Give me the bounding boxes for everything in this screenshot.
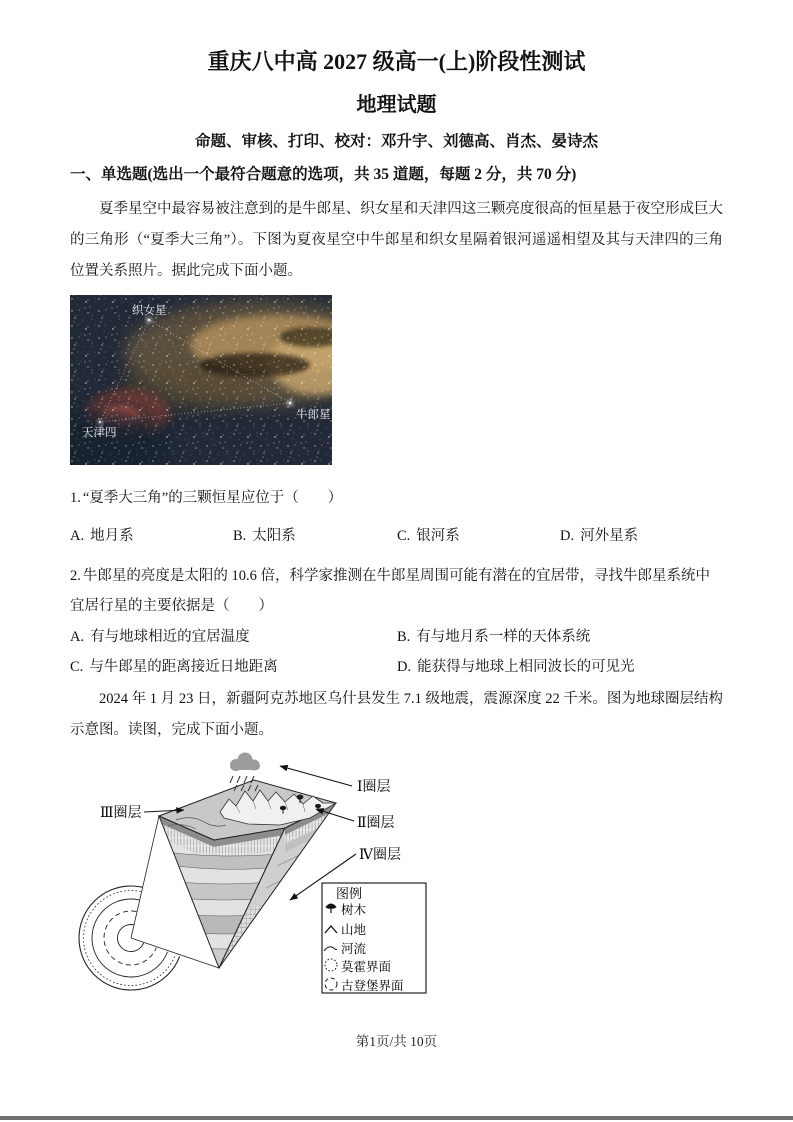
legend-river-label: 河流 (341, 942, 367, 956)
option-1d-label: D. (560, 528, 575, 544)
option-1a-text: 地月系 (90, 528, 134, 544)
section-heading: 一、单选题(选出一个最符合题意的选项，共 35 道题，每题 2 分，共 70 分) (70, 166, 577, 183)
option-2c-text: 与牛郎星的距离接近日地距离 (89, 659, 278, 675)
question-1 (70, 483, 723, 513)
option-1b-text: 太阳系 (252, 528, 296, 544)
altair-label: 牛郎星 (296, 409, 331, 421)
earth-layers-diagram (64, 750, 429, 1020)
legend-tree-label: 树木 (341, 903, 367, 917)
earth-layers-figure (64, 750, 723, 1020)
starfield-2 (70, 295, 332, 465)
page-title: 重庆八中高 2027 级高一(上)阶段性测试 (207, 49, 586, 74)
legend-mountain-label: 山地 (341, 923, 367, 937)
option-2b-text: 有与地月系一样的天体系统 (416, 629, 591, 645)
legend-moho-label: 莫霍界面 (341, 960, 392, 974)
passage-earthquake: 2024 年 1 月 23 日，新疆阿克苏地区乌什县发生 7.1 级地震，震源深度 22 千米。图为地球圈层结构示意图。读图，完成下面小题。 (70, 691, 723, 738)
deneb-label: 天津四 (82, 427, 117, 439)
option-1b-label: B. (233, 528, 247, 544)
option-2d-text: 能获得与地球上相同波长的可见光 (417, 659, 635, 675)
question-1-options (70, 525, 723, 547)
option-2d (397, 657, 723, 678)
option-2c-label: C. (70, 659, 84, 675)
option-1a (70, 525, 233, 547)
option-2c (70, 657, 397, 678)
vega-label: 织女星 (132, 305, 167, 317)
layer2-label: Ⅱ圈层 (357, 816, 395, 831)
option-2b-label: B. (397, 629, 411, 645)
option-2a-label: A. (70, 629, 85, 645)
layer1-arrow (280, 766, 352, 786)
layer4-label: Ⅳ圈层 (359, 848, 401, 863)
question-2-text: 牛郎星的亮度是太阳的 10.6 倍，科学家推测在牛郎星周围可能有潜在的宜居带，寻找牛郎星系统中宜居行星的主要依据是（ ） (70, 568, 710, 614)
layer1-label: Ⅰ圈层 (357, 780, 391, 795)
page-bottom-edge (0, 1116, 793, 1120)
question-1-number: 1. (70, 490, 81, 506)
option-1b (233, 525, 397, 547)
option-1d-text: 河外星系 (580, 528, 639, 544)
milky-way-photo (70, 295, 332, 465)
option-1c-text: 银河系 (416, 528, 460, 544)
legend (322, 883, 426, 993)
star-altair-icon (287, 400, 292, 405)
passage-summer-triangle: 夏季星空中最容易被注意到的是牛郎星、织女星和天津四这三颗亮度很高的恒星悬于夜空形成巨大的三角形（“夏季大三角”）。下图为夏夜星空中牛郎星和织女星隔着银河遥遥相望及其与天津四的三角位置关系照片。据此完成下面小题。 (70, 201, 723, 279)
option-1a-label: A. (70, 528, 85, 544)
option-2d-label: D. (397, 659, 412, 675)
question-2-options (70, 627, 723, 678)
question-1-text: “夏季大三角”的三颗恒星应位于（ ） (82, 490, 343, 506)
legend-gutenberg-label: 古登堡界面 (341, 979, 404, 993)
option-2a (70, 627, 397, 648)
option-2b (397, 627, 723, 648)
page-number: 第1页/共 10页 (355, 1034, 438, 1049)
page-subtitle: 地理试题 (356, 94, 437, 116)
star-deneb-icon (98, 420, 102, 424)
legend-title: 图例 (336, 886, 363, 901)
option-1c-label: C. (397, 528, 411, 544)
milky-way-figure (70, 295, 723, 465)
star-vega-icon (147, 318, 152, 323)
option-1c (397, 525, 560, 547)
question-2-number: 2. (70, 568, 81, 584)
question-2 (70, 561, 723, 621)
option-2a-text: 有与地球相近的宜居温度 (90, 629, 250, 645)
credits-line: 命题、审核、打印、校对：邓升宇、刘德高、肖杰、晏诗杰 (194, 133, 598, 150)
layer3-label: Ⅲ圈层 (100, 806, 142, 821)
option-1d (560, 525, 723, 547)
